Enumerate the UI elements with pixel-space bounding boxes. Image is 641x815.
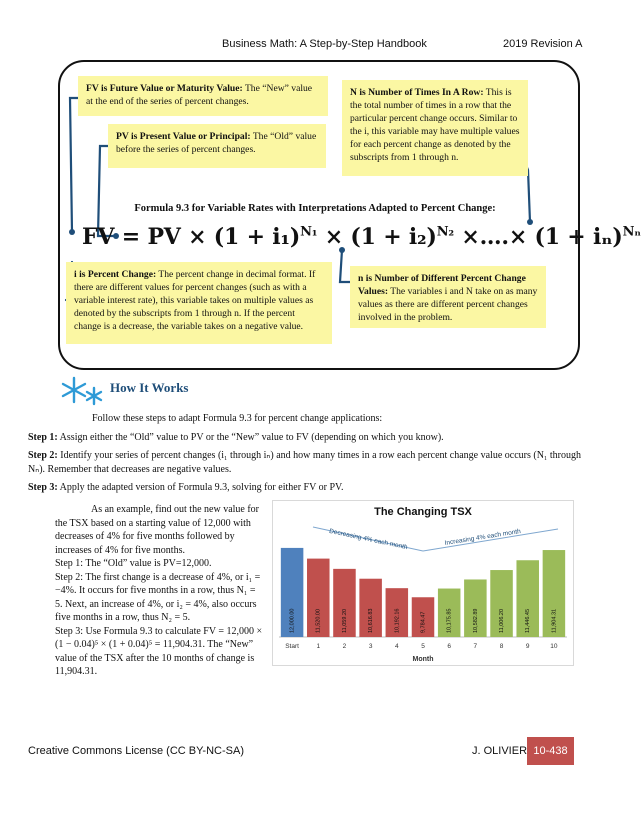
step-3: Step 3: Apply the adapted version of Formula 9.3, solving for either FV or PV. <box>28 482 344 493</box>
x-tick-label: 2 <box>342 643 347 650</box>
data-label: 11,904.31 <box>551 608 558 633</box>
note-present-value: PV is Present Value or Principal: The “Old” value before the series of percent changes. <box>108 124 326 168</box>
header-title: Business Math: A Step-by-Step Handbook <box>222 38 427 50</box>
x-tick-label: 4 <box>395 643 399 650</box>
x-tick-label: 7 <box>473 643 478 650</box>
x-tick-label: 1 <box>316 643 321 650</box>
x-axis-label: Month <box>412 656 434 663</box>
data-label: 10,175.85 <box>446 608 453 633</box>
how-it-works-intro: Follow these steps to adapt Formula 9.3 for percent change applications: <box>92 413 383 424</box>
page-number-badge: 10-438 <box>527 737 574 765</box>
snowflake-icon <box>56 372 108 408</box>
data-label: 11,520.00 <box>315 608 322 633</box>
x-tick-label: 5 <box>421 643 425 650</box>
note-percent-change: i is Percent Change: The percent change in decimal format. If there are different values for percent changes (such as with a variable interest rate), this variable takes on multiple values as denoted by the subscripts from 1 through n. If the percent change is a decrease, the variable takes on a negative value. <box>66 262 332 344</box>
example-text: As an example, find out the new value for the TSX based on a starting value of 12,000 with decreases of 4% for five months followed by increases of 4% for five months. Step 1: The “Old” value is PV=12,000. Step 2: The first change is a decrease of 4%, or i₁ = −4%. It occurs for five months in a row, thus N₁ = 5. Next, an increase of 4%, or i₂ = 4%, also occurs five months in a row, thus N₂ = 5. Step 3: Use Formula 9.3 to calculate FV = 12,000 × (1 − 0.04)⁵ × (1 + 0.04)⁵ = 11,904.31. The “New” value of the TSX after the 10 months of change is 11,904.31. <box>55 504 263 677</box>
data-label: 9,784.47 <box>420 611 427 633</box>
note-number-of-values: n is Number of Different Percent Change Values: The variables i and N take on as many values as there are different percent changes involved in the problem. <box>350 266 546 328</box>
data-label: 10,616.83 <box>368 608 375 633</box>
note-future-value: FV is Future Value or Maturity Value: The “New” value at the end of the series of percent changes. <box>78 76 328 116</box>
data-label: 10,192.16 <box>394 608 401 633</box>
step-2: Step 2: Identify your series of percent changes (i₁ through iₙ) and how many times in a row each percent change value occurs (N₁ through Nₙ). Remember that decreases are negative values. <box>28 450 582 475</box>
x-tick-label: 3 <box>368 643 373 650</box>
data-label: 12,000.00 <box>289 608 296 633</box>
data-label: 11,059.20 <box>341 608 348 633</box>
x-tick-label: 9 <box>525 643 530 650</box>
x-tick-label: 8 <box>499 643 504 650</box>
chart-title: The Changing TSX <box>374 506 472 518</box>
formula-9-3: FV = PV × $(1 + i_1)^{N_1} \times (1 + i_2)^{N_2}$ ×….× $(1 + i_n)^{N_n}$ <box>82 224 641 250</box>
how-it-works-heading: How It Works <box>110 380 189 395</box>
formula-title: Formula 9.3 for Variable Rates with Interpretations Adapted to Percent Change: <box>134 203 496 214</box>
x-tick-label: 6 <box>447 643 451 650</box>
x-tick-label: Start <box>285 643 299 650</box>
footer-author: J. OLIVIER <box>472 745 528 757</box>
footer-license: Creative Commons License (CC BY-NC-SA) <box>28 745 244 757</box>
x-tick-label: 10 <box>550 643 558 650</box>
step-1: Step 1: Assign either the “Old” value to PV or the “New” value to FV (depending on which you know). <box>28 432 444 443</box>
note-number-of-times: N is Number of Times In A Row: This is the total number of times in a row that the particular percent change occurs. Similar to the i, this variable may have multiple values for each percent change as denoted by the subscripts from 1 through n. <box>342 80 528 176</box>
chart-svg <box>273 501 573 665</box>
data-label: 10,582.89 <box>472 608 479 633</box>
data-label: 11,006.20 <box>498 608 505 633</box>
header-revision: 2019 Revision A <box>503 38 583 50</box>
annotation-increasing: Increasing 4% each month <box>444 528 522 547</box>
data-label: 11,446.45 <box>525 608 532 633</box>
annotation-decreasing: Decreasing 4% each month <box>328 527 409 552</box>
tsx-chart <box>272 500 574 666</box>
